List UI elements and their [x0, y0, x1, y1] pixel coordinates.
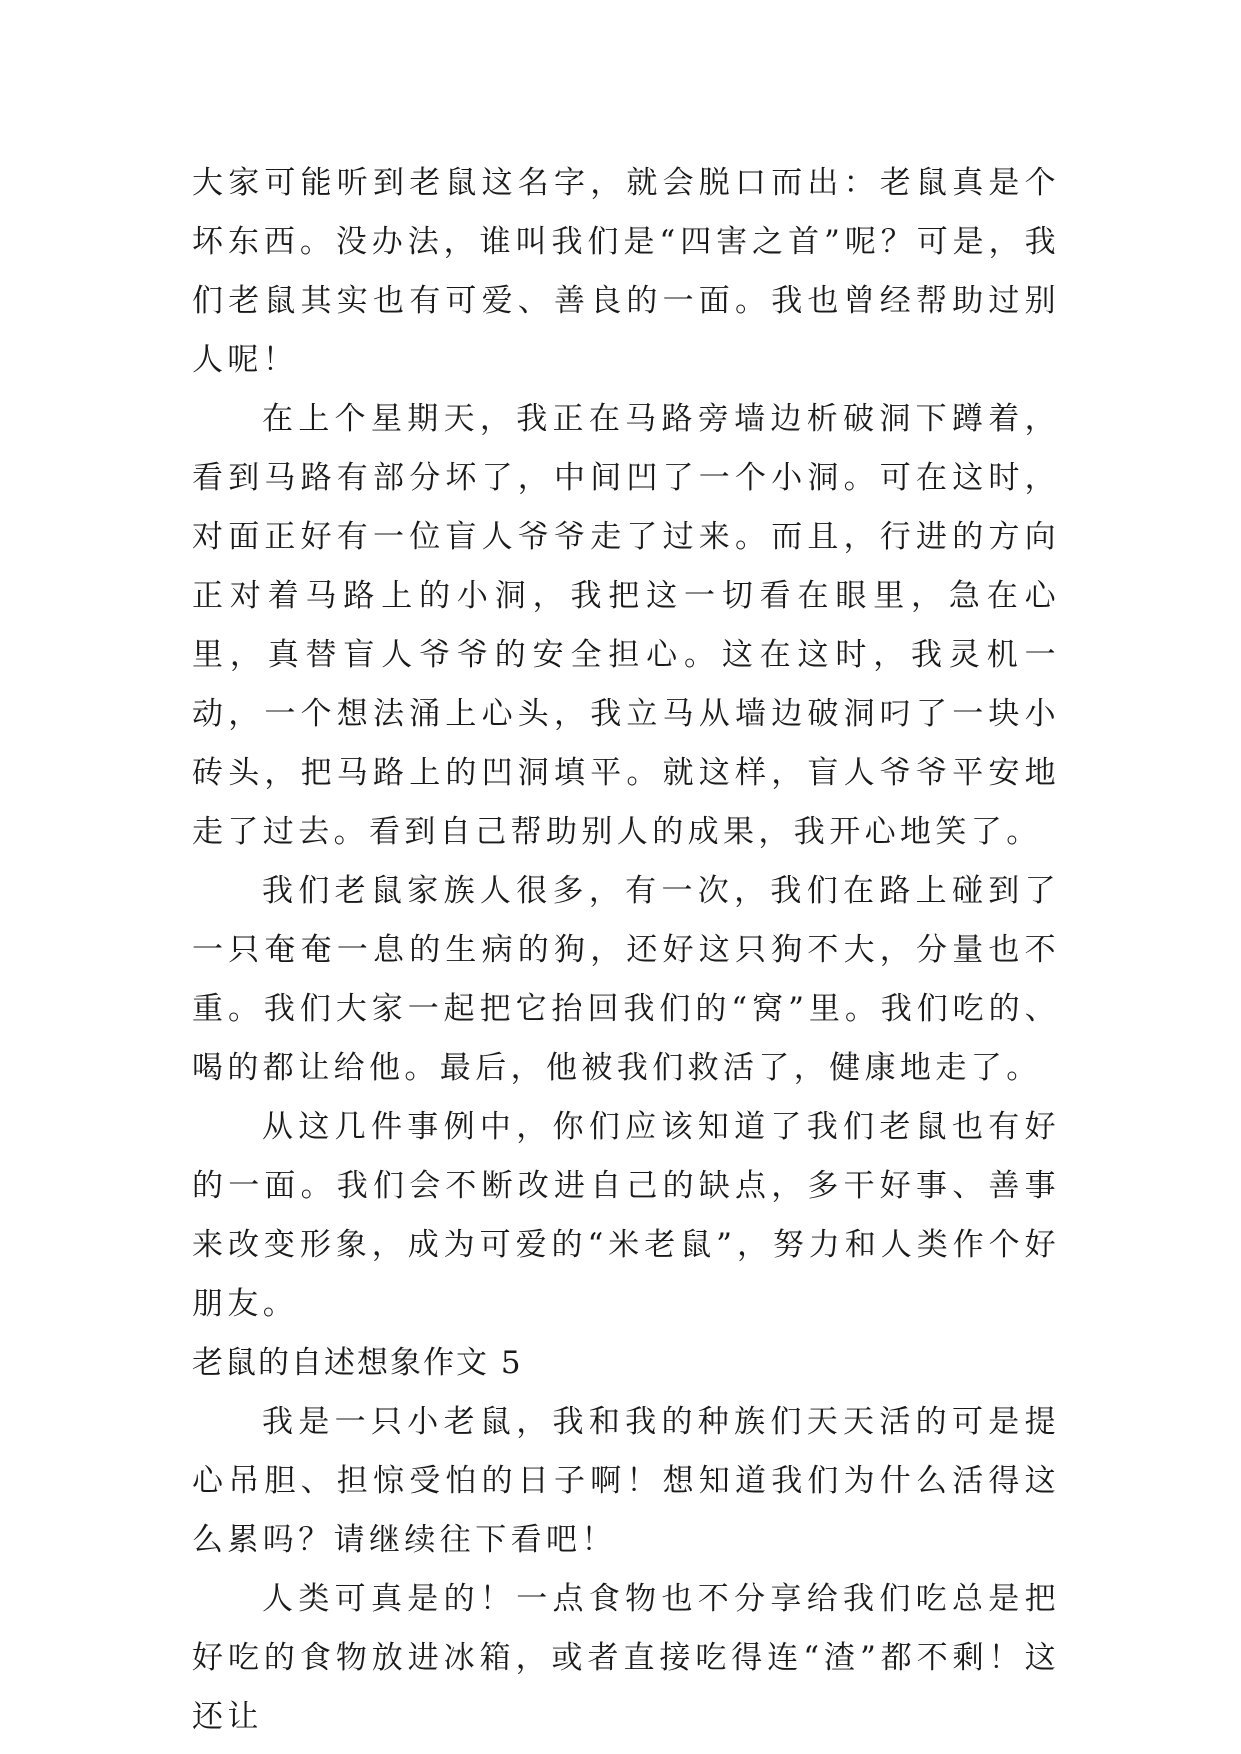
paragraph: 从这几件事例中，你们应该知道了我们老鼠也有好的一面。我们会不断改进自己的缺点，多干好事、善事来改变形象，成为可爱的“米老鼠”，努力和人类作个好朋友。: [192, 1109, 1060, 1322]
paragraph: 我是一只小老鼠，我和我的种族们天天活的可是提心吊胆、担惊受怕的日子啊！想知道我们为什么活得这么累吗？请继续往下看吧！: [192, 1404, 1060, 1558]
paragraph: 我们老鼠家族人很多，有一次，我们在路上碰到了一只奄奄一息的生病的狗，还好这只狗不大，分量也不重。我们大家一起把它抬回我们的“窝”里。我们吃的、喝的都让给他。最后，他被我们救活了，健康地走了。: [192, 873, 1060, 1086]
paragraph: 人类可真是的！一点食物也不分享给我们吃总是把好吃的食物放进冰箱，或者直接吃得连“渣”都不剩！这还让: [192, 1581, 1060, 1735]
paragraph: 大家可能听到老鼠这名字，就会脱口而出：老鼠真是个坏东西。没办法，谁叫我们是“四害之首”呢？可是，我们老鼠其实也有可爱、善良的一面。我也曾经帮助过别人呢！: [192, 165, 1060, 378]
paragraph: 在上个星期天，我正在马路旁墙边析破洞下蹲着，看到马路有部分坏了，中间凹了一个小洞。可在这时，对面正好有一位盲人爷爷走了过来。而且，行进的方向正对着马路上的小洞，我把这一切看在眼里，急在心里，真替盲人爷爷的安全担心。这在这时，我灵机一动，一个想法涌上心头，我立马从墙边破洞叼了一块小砖头，把马路上的凹洞填平。就这样，盲人爷爷平安地走了过去。看到自己帮助别人的成果，我开心地笑了。: [192, 401, 1060, 850]
document-body: [192, 154, 1060, 1747]
section-title: 老鼠的自述想象作文 5: [192, 1345, 523, 1381]
